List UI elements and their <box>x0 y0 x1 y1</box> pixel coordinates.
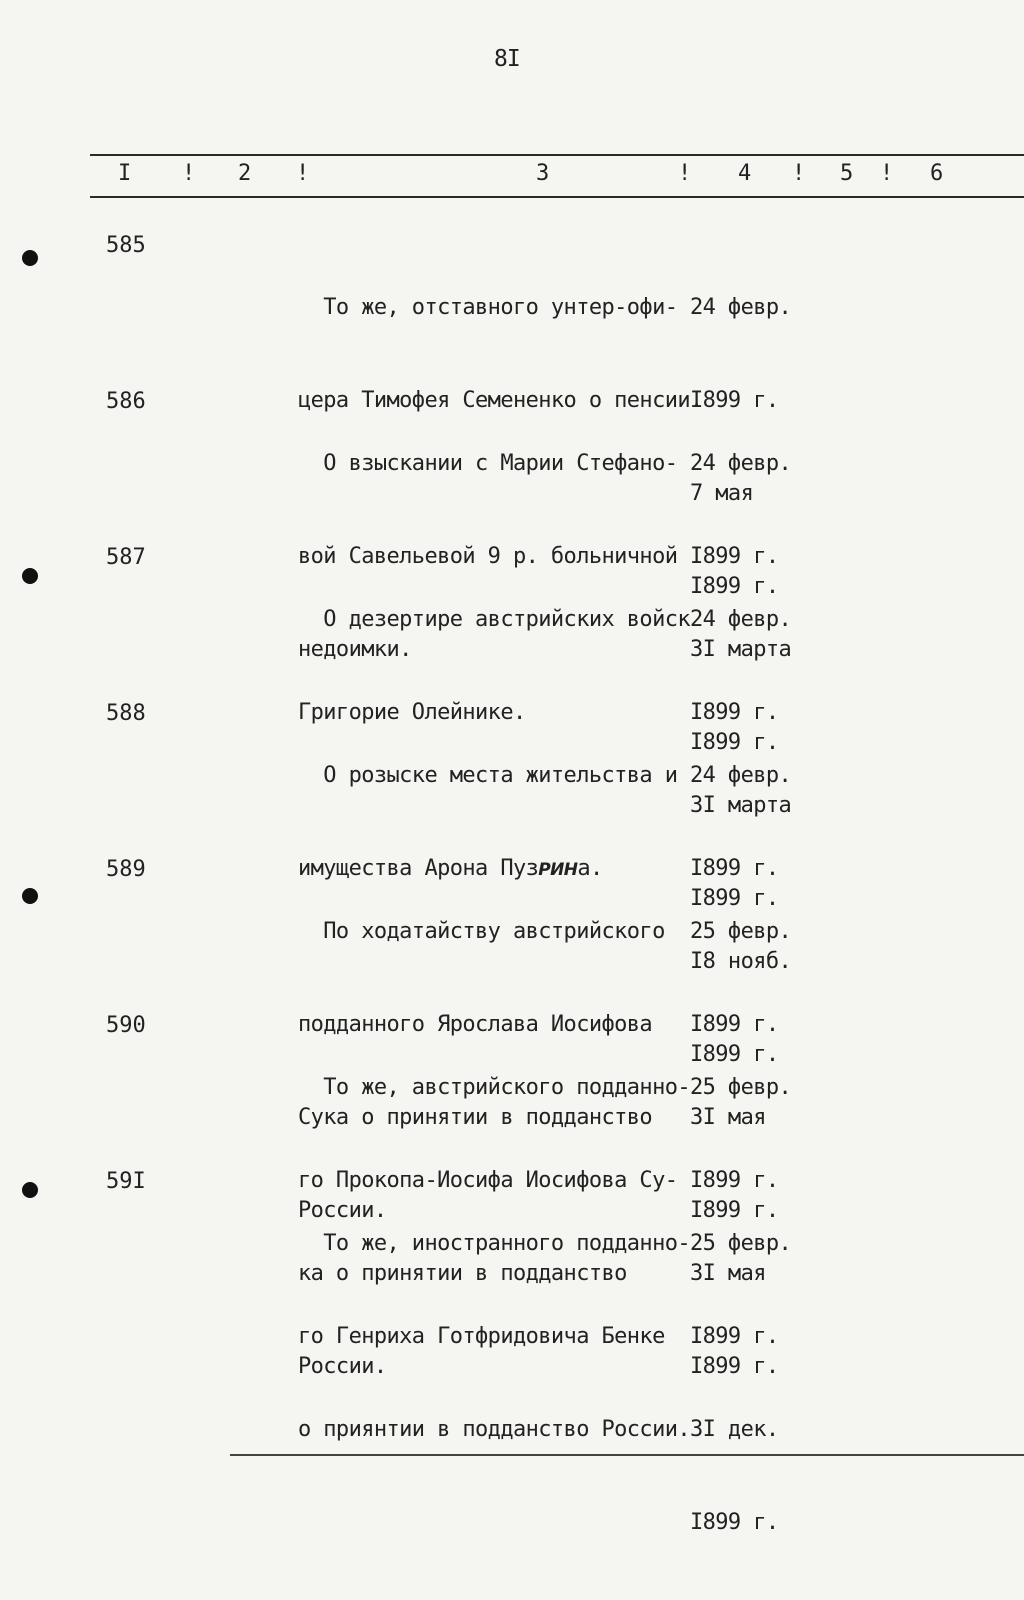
title-line: То же, иностранного подданно- <box>298 1231 690 1256</box>
punch-hole-mark <box>22 250 38 266</box>
title-line: подданного Ярослава Иосифова <box>298 1012 653 1037</box>
date-line: I899 г. <box>690 1198 779 1223</box>
title-line: Сука о принятии в подданство <box>298 1105 653 1130</box>
record-number: 589 <box>106 857 146 882</box>
record-dates <box>690 1166 830 1600</box>
table-header-rule <box>90 196 1024 198</box>
date-line: 24 февр. <box>690 295 792 320</box>
date-line: I899 г. <box>690 700 779 725</box>
date-line: 25 февр. <box>690 1231 792 1256</box>
date-line: I899 г. <box>690 1324 779 1349</box>
date-line: I8 нояб. <box>690 949 792 974</box>
date-line: I899 г. <box>690 730 779 755</box>
title-line: То же, австрийского подданно- <box>298 1075 690 1100</box>
punch-hole-mark <box>22 1182 38 1198</box>
date-line: I899 г. <box>690 1042 779 1067</box>
title-line: России. <box>298 1198 387 1223</box>
title-line: имущества Арона Пуз <box>298 856 539 881</box>
header-separator: ! <box>296 161 310 186</box>
record-number: 586 <box>106 389 146 414</box>
header-col-3: 3 <box>536 161 550 186</box>
header-separator: ! <box>880 161 894 186</box>
header-col-6: 6 <box>930 161 944 186</box>
date-line: I899 г. <box>690 1168 779 1193</box>
title-tail: а. <box>577 856 603 881</box>
title-line: го Генриха Готфридовича Бенке <box>298 1324 665 1349</box>
date-line: I899 г. <box>690 1354 779 1379</box>
title-line: По ходатайству австрийского <box>298 919 665 944</box>
record-number: 588 <box>106 701 146 726</box>
handwritten-correction: РИН <box>538 860 578 880</box>
header-col-5: 5 <box>840 161 854 186</box>
header-col-1: I <box>118 161 132 186</box>
punch-hole-mark <box>22 888 38 904</box>
title-line: вой Савельевой 9 р. больничной <box>298 544 678 569</box>
date-line: I899 г. <box>690 574 779 599</box>
header-col-4: 4 <box>738 161 752 186</box>
title-line: го Прокопа-Иосифа Иосифова Су- <box>298 1168 678 1193</box>
date-line: I899 г. <box>690 1510 779 1535</box>
date-line: 3I мая <box>690 1261 766 1286</box>
record-number: 59I <box>106 1169 146 1194</box>
page-bottom-rule <box>230 1454 1024 1456</box>
title-line: России. <box>298 1354 387 1379</box>
table-top-rule <box>90 154 1024 156</box>
header-separator: ! <box>678 161 692 186</box>
title-line: То же, отставного унтер-офи- <box>298 295 678 320</box>
date-line: 3I марта <box>690 637 792 662</box>
date-line: 24 февр. <box>690 451 792 476</box>
date-line: 3I марта <box>690 793 792 818</box>
header-separator: ! <box>792 161 806 186</box>
record-number: 585 <box>106 233 146 258</box>
date-line: 25 февр. <box>690 919 792 944</box>
header-col-2: 2 <box>238 161 252 186</box>
title-line: цера Тимофея Семененко о пенсии. <box>298 388 703 413</box>
record-number: 587 <box>106 545 146 570</box>
header-separator: ! <box>182 161 196 186</box>
title-line: О взыскании с Марии Стефано- <box>298 451 678 476</box>
page-number: 8I <box>494 46 520 72</box>
title-line: ка о принятии в подданство <box>298 1261 627 1286</box>
date-line: 24 февр. <box>690 763 792 788</box>
date-line: I899 г. <box>690 544 779 569</box>
date-line: I899 г. <box>690 388 779 413</box>
title-line: О розыске места жительства и <box>298 763 678 788</box>
title-line: О дезертире австрийских войск <box>298 607 690 632</box>
punch-hole-mark <box>22 568 38 584</box>
date-line: 3I дек. <box>690 1417 779 1442</box>
date-line: 7 мая <box>690 481 754 506</box>
record-number: 590 <box>106 1013 146 1038</box>
date-line: I899 г. <box>690 1012 779 1037</box>
date-line: 24 февр. <box>690 607 792 632</box>
title-line: Григорие Олейнике. <box>298 700 526 725</box>
date-line: I899 г. <box>690 886 779 911</box>
date-line: 3I мая <box>690 1105 766 1130</box>
date-line: 25 февр. <box>690 1075 792 1100</box>
date-line: I899 г. <box>690 856 779 881</box>
title-line: недоимки. <box>298 637 412 662</box>
title-line: о приянтии в подданство России. <box>298 1417 690 1442</box>
